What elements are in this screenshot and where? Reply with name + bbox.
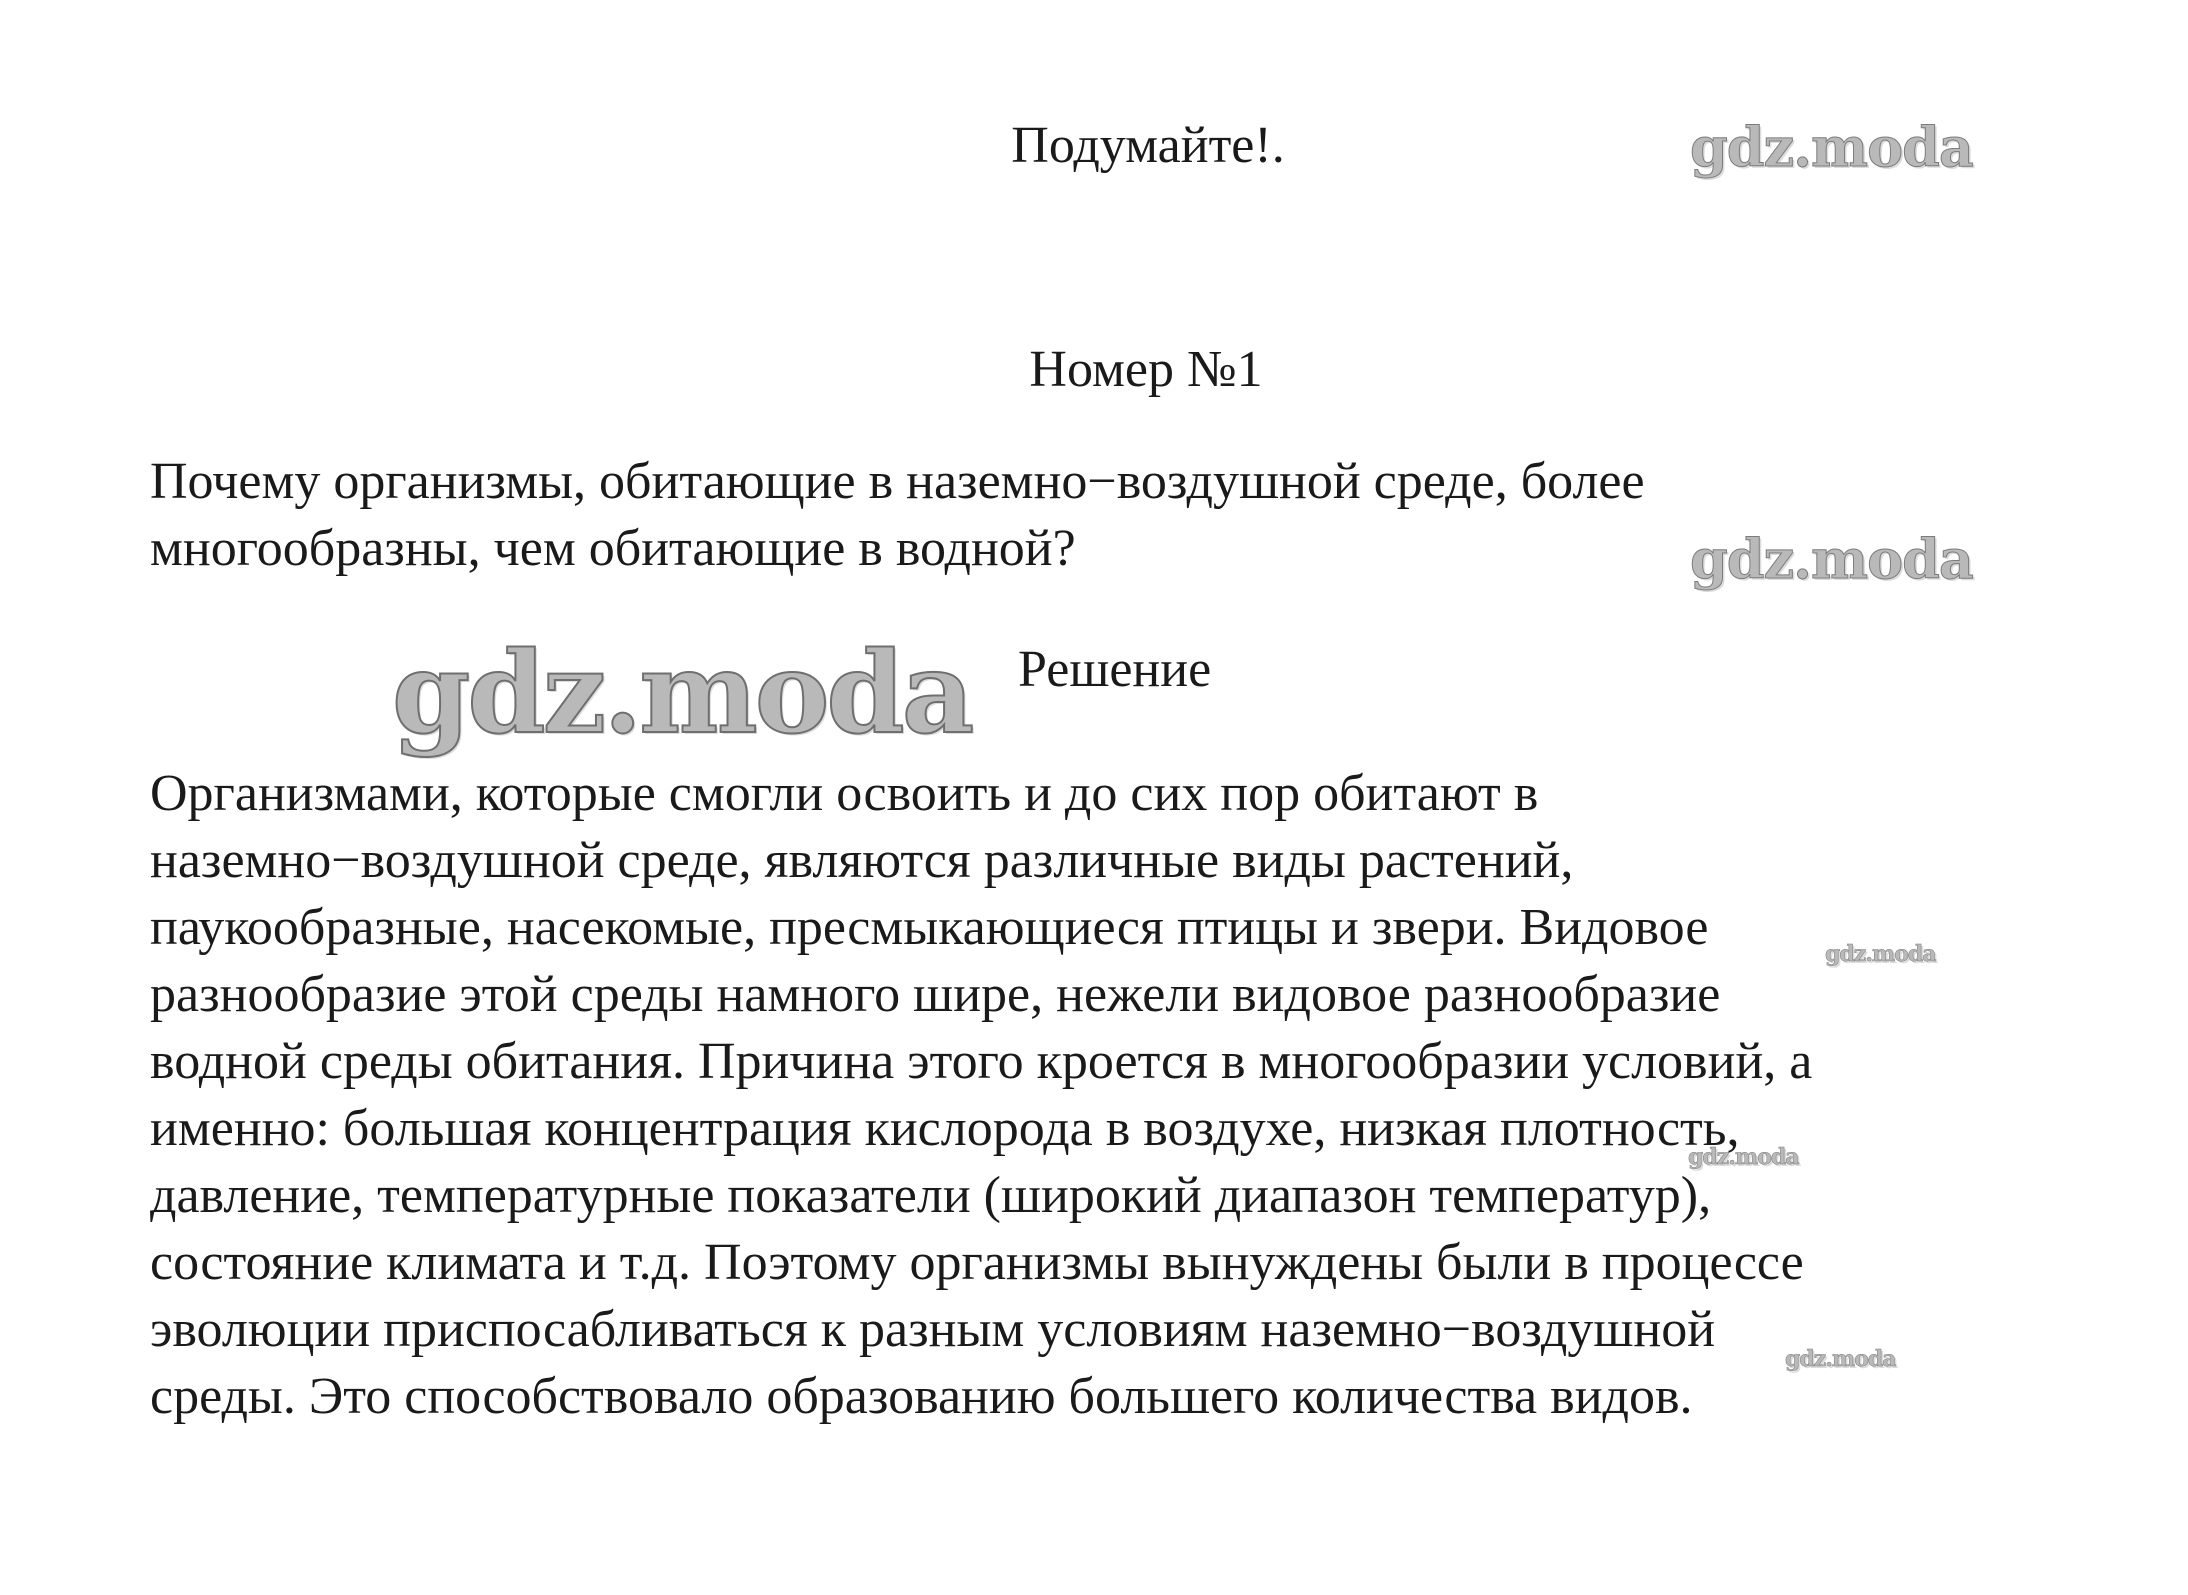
watermark-large: gdz.moda: [392, 628, 972, 759]
answer-line: паукообразные, насекомые, пресмыкающиеся птицы и звери. Видовое: [150, 899, 1709, 956]
question-line: многообразны, чем обитающие в водной?: [150, 520, 1076, 577]
watermark-small: gdz.moda: [1785, 1346, 1896, 1372]
watermark-top: gdz.moda: [1690, 115, 1973, 179]
answer-line: состояние климата и т.д. Поэтому организмы вынуждены были в процессе: [150, 1234, 1804, 1291]
page-heading: Подумайте!.: [1011, 117, 1285, 174]
watermark-small: gdz.moda: [1825, 941, 1936, 967]
answer-line: водной среды обитания. Причина этого кроется в многообразии условий, а: [150, 1033, 1813, 1090]
solution-heading: Решение: [1018, 641, 1212, 698]
question-line: Почему организмы, обитающие в наземно−воздушной среде, более: [150, 453, 1645, 510]
answer-line: Организмами, которые смогли освоить и до сих пор обитают в: [150, 765, 1539, 822]
watermark-small: gdz.moda: [1688, 1144, 1799, 1170]
answer-text: [150, 760, 1812, 1430]
watermark-question: gdz.moda: [1690, 527, 1973, 591]
answer-line: именно: большая концентрация кислорода в воздухе, низкая плотность,: [150, 1100, 1740, 1157]
question-text: [150, 448, 1645, 582]
answer-line: эволюции приспосабливаться к разным условиям наземно−воздушной: [150, 1301, 1716, 1358]
answer-line: среды. Это способствовало образованию большего количества видов.: [150, 1368, 1693, 1425]
answer-line: наземно−воздушной среде, являются различные виды растений,: [150, 832, 1574, 889]
task-number: Номер №1: [1029, 341, 1263, 398]
answer-line: давление, температурные показатели (широкий диапазон температур),: [150, 1167, 1712, 1224]
answer-line: разнообразие этой среды намного шире, нежели видовое разнообразие: [150, 966, 1721, 1023]
